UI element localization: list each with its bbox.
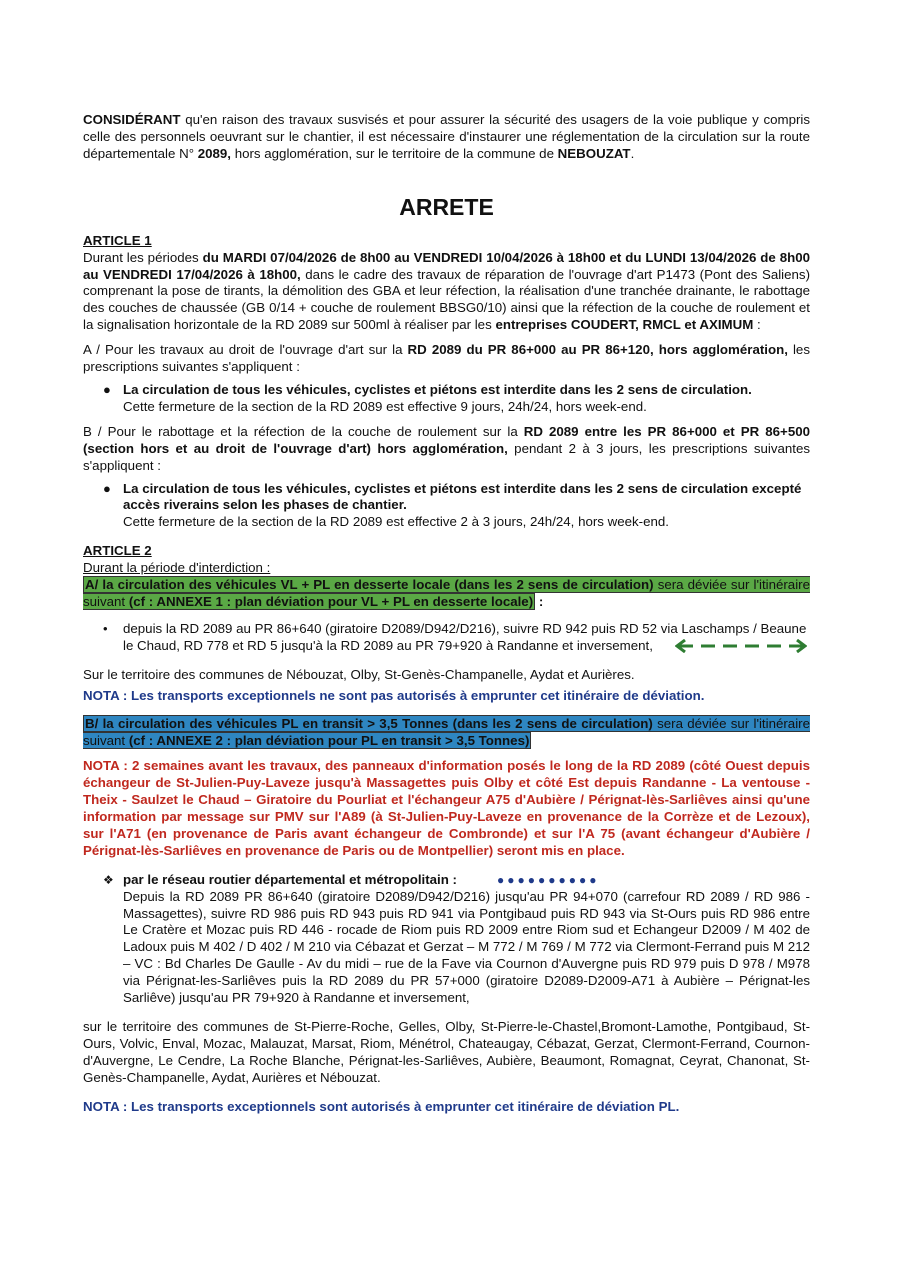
document-title: ARRETE	[399, 193, 494, 220]
considerant-lead: CONSIDÉRANT	[83, 112, 181, 127]
period-label: Durant la période d'interdiction :	[83, 560, 271, 576]
bullet-icon: ●	[103, 381, 111, 397]
article-1-section-b: B / Pour le rabottage et la réfection de la couche de roulement sur la RD 2089 entre les PR 86+000 et PR 86+500 (section hors et au droit de l'ouvrage d'art) hors agglomération, pendant 2 à 3 jours, les prescriptions suivantes s'appliquent :	[83, 423, 811, 473]
nota-a: NOTA : Les transports exceptionnels ne sont pas autorisés à emprunter cet itinéraire de déviation.	[83, 687, 705, 703]
list-item: ❖ par le réseau routier départemental et métropolitain : ●●●●●●●●●● Depuis la RD 2089 PR 86+640 (giratoire D2089/D942/D216) jusqu'au PR 94+070 (carrefour RD 2089 / RD 986 - Massagettes), suivre RD 986 puis RD 943 puis RD 941 via Pontgibaud puis RD 943 via St-Ours puis RD 986 entre Le Cratère et Mozac puis RD 446 - rocade de Riom puis RD 2009 entre Riom sud et Echangeur D2009 / M 402 de Ladoux puis M 402 / D 402 / M 210 via Cébazat et Gerzat – M 772 / M 769 / M 772 via Clermont-Ferrand puis M 212 – VC : Bd Charles De Gaulle - Av du midi – rue de la Fave via Cournon d'Auvergne puis RD 979 puis D 978 / M978 via Pérignat-les-Sarliêves puis la RD 2089 du PR 57+000 (giratoire D2089-D2009-A71 à Aubière – Pérignat-les Sarliêve) jusqu'au PR 79+920 à Randanne et inversement,	[103, 871, 810, 1006]
deviation-a-paragraph: A/ la circulation des véhicules VL + PL en desserte locale (dans les 2 sens de circulation) sera déviée sur l'itinéraire suivant (cf : ANNEXE 1 : plan déviation pour VL + PL en desserte locale) :	[83, 577, 810, 609]
bullet-icon: •	[103, 620, 108, 636]
considerant-paragraph: CONSIDÉRANT qu'en raison des travaux susvisés et pour assurer la sécurité des usagers de la voie publique y compris celle des personnels oeuvrant sur le chantier, il est nécessaire d'instaurer une réglementation de la circulation sur la route départementale N° 2089, hors agglomération, sur le territoire de la commune de NEBOUZAT.	[83, 112, 810, 161]
bullet-icon: ●	[103, 480, 111, 496]
dotted-line-icon: ●●●●●●●●●●	[497, 872, 600, 887]
article-1-intro: Durant les périodes du MARDI 07/04/2026 de 8h00 au VENDREDI 10/04/2026 à 18h00 et du LUNDI 13/04/2026 de 8h00 au VENDREDI 17/04/2026 à 18h00, dans le cadre des travaux de réparation de l'ouvrage d'art P1473 (Pont des Saliens) comprenant la pose de tirants, la démolition des GBA et leur réfection, la réalisation d'une tranchée drainante, le rabottage des couches de chaussée (GB 0/14 + couche de roulement BBSG0/10) ainsi que la réfection de la couche de roulement et la signalisation horizontale de la RD 2089 sur 500ml à réaliser par les entreprises COUDERT, RMCL et AXIMUM :	[83, 249, 810, 333]
article-2-heading: ARTICLE 2	[83, 543, 152, 559]
nota-red: NOTA : 2 semaines avant les travaux, des panneaux d'information posés le long de la RD 2089 (côté Ouest depuis échangeur de St-Julien-Puy-Laveze jusqu'à Massagettes puis Olby et côté Est depuis Randanne - La ventouse - Theix - Saulzet le Chaud – Giratoire du Pourliat et l'échangeur A75 d'Aubière / Pérignat-lès-Sarliêves ainsi qu'une information par message sur PMV sur l'A89 (à St-Julien-Puy-Laveze en provenance de la Corrèze et de Lezoux), sur l'A71 (en provenance de Paris avant échangeur de Combronde) et sur l'A 75 (avant échangeur d'Aubière / Pérignat-lès-Sarliêves en provenance de Paris ou de Montpellier) seront mis en place.	[83, 758, 810, 858]
double-arrow-icon	[675, 639, 807, 653]
communes-b: sur le territoire des communes de St-Pierre-Roche, Gelles, Olby, St-Pierre-le-Chastel,Bromont-Lamothe, Pontgibaud, St-Ours, Volvic, Enval, Mozac, Malauzat, Marsat, Riom, Ménétrol, Chateaugay, Cébazat, Gerzat, Clermont-Ferrand, Cournon-d'Auvergne, Le Cendre, La Roche Blanche, Pérignat-les-Sarliêves, Aubière, Beaumont, Romagnat, Ceyrat, Chanonat, St-Genès-Champanelle, Aydat, Aurières et Nébouzat.	[83, 1019, 810, 1085]
commune-name: NEBOUZAT	[557, 145, 631, 161]
list-item: ● La circulation de tous les véhicules, cyclistes et piétons est interdite dans les 2 sens de circulation. Cette fermeture de la section de la RD 2089 est effective 9 jours, 24h/24, hors week-end.	[103, 381, 752, 414]
article-1-heading: ARTICLE 1	[83, 232, 152, 248]
list-item: ● La circulation de tous les véhicules, cyclistes et piétons est interdite dans les 2 sens de circulation excepté accès riverains selon les phases de chantier. Cette fermeture de la section de la RD 2089 est effective 2 à 3 jours, 24h/24, hors week-end.	[103, 480, 802, 530]
list-item: • depuis la RD 2089 au PR 86+640 (giratoire D2089/D942/D216), suivre RD 942 puis RD 52 via Laschamps / Beaune le Chaud, RD 778 et RD 5 jusqu'à la RD 2089 au PR 79+920 à Randanne et inversement,	[103, 620, 807, 653]
diamond-bullet-icon: ❖	[103, 872, 114, 887]
communes-a: Sur le territoire des communes de Nébouzat, Olby, St-Genès-Champanelle, Aydat et Aurières.	[83, 666, 635, 682]
article-1-section-a: A / Pour les travaux au droit de l'ouvrage d'art sur la RD 2089 du PR 86+000 au PR 86+120, hors agglomération, les prescriptions suivantes s'appliquent :	[83, 342, 810, 375]
nota-b: NOTA : Les transports exceptionnels sont autorisés à emprunter cet itinéraire de déviation PL.	[83, 1098, 680, 1114]
deviation-b-paragraph: B/ la circulation des véhicules PL en transit > 3,5 Tonnes (dans les 2 sens de circulation) sera déviée sur l'itinéraire suivant (cf : ANNEXE 2 : plan déviation pour PL en transit > 3,5 Tonnes)	[83, 716, 810, 749]
document-page	[83, 112, 810, 1116]
